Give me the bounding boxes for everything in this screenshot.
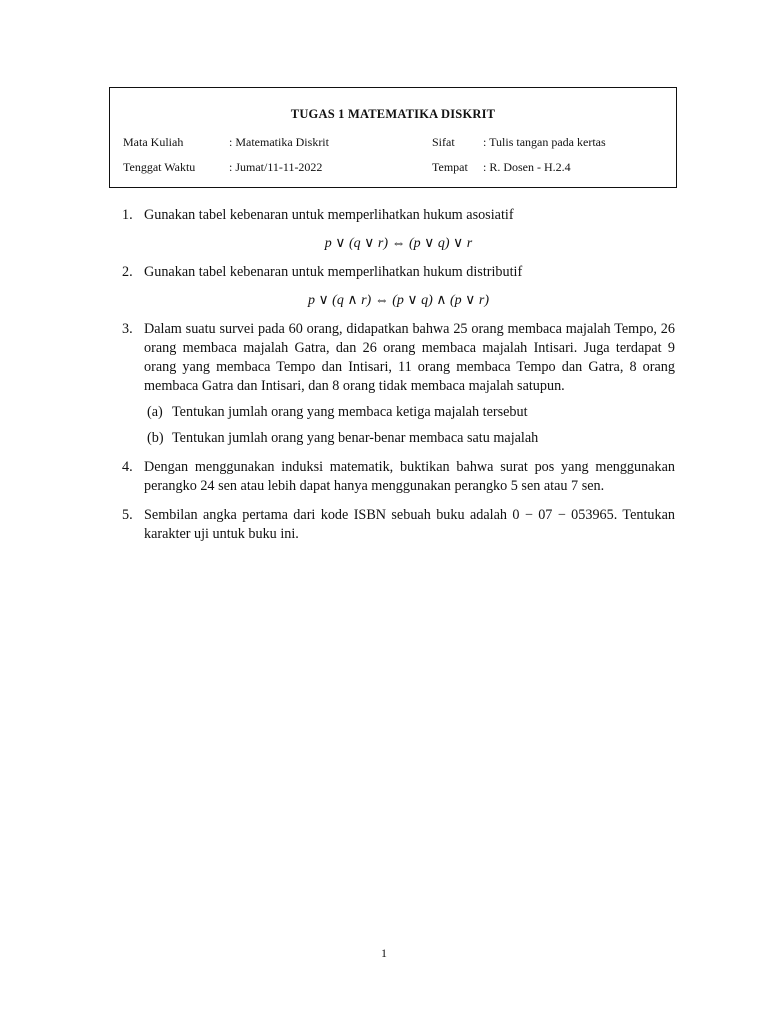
question-number: 4. <box>122 459 133 475</box>
subquestion-a <box>144 403 675 422</box>
deadline-label: Tenggat Waktu <box>123 160 196 174</box>
page-number: 1 <box>381 946 387 960</box>
place-label: Tempat <box>432 160 468 174</box>
document-title: TUGAS 1 MATEMATIKA DISKRIT <box>290 107 496 121</box>
question-text: Sembilan angka pertama dari kode ISBN sebuah buku adalah 0 − 07 − 053965. Tentukan karakter uji untuk buku ini. <box>144 507 675 542</box>
question-3 <box>122 320 675 448</box>
question-1 <box>122 206 675 253</box>
meta-row-course <box>110 135 676 151</box>
deadline-value: : Jumat/11-11-2022 <box>229 160 323 174</box>
subquestion-label: (a) <box>147 404 163 420</box>
formula-distributive: p ∨ (q ∧ r) ⇔ (p ∨ q) ∧ (p ∨ r) <box>307 293 490 308</box>
question-number: 3. <box>122 321 133 337</box>
question-text: Gunakan tabel kebenaran untuk memperlihatkan hukum asosiatif <box>144 207 514 223</box>
question-number: 5. <box>122 507 133 523</box>
nature-value: : Tulis tangan pada kertas <box>483 135 606 149</box>
question-4 <box>122 458 675 496</box>
question-list <box>122 206 675 554</box>
meta-row-deadline <box>110 160 676 176</box>
subquestion-text: Tentukan jumlah orang yang benar-benar membaca satu majalah <box>172 430 539 446</box>
question-number: 2. <box>122 264 133 280</box>
subquestion-label: (b) <box>147 430 164 446</box>
question-5 <box>122 506 675 544</box>
nature-label: Sifat <box>432 135 455 149</box>
subquestion-text: Tentukan jumlah orang yang membaca ketiga majalah tersebut <box>172 404 528 420</box>
assignment-header-box <box>109 87 677 188</box>
question-number: 1. <box>122 207 133 223</box>
question-text: Dalam suatu survei pada 60 orang, didapatkan bahwa 25 orang membaca majalah Tempo, 26 orang membaca majalah Gatra, dan 26 orang membaca majalah Intisari. Juga terdapat 9 orang yang membaca Tempo dan Intisari, 11 orang membaca Tempo dan Gatra, 8 orang membaca Gatra dan Intisari, dan 8 orang tidak membaca majalah satupun. <box>144 321 675 394</box>
formula-associative: p ∨ (q ∨ r) ⇔ (p ∨ q) ∨ r <box>324 236 473 251</box>
question-text: Dengan menggunakan induksi matematik, buktikan bahwa surat pos yang menggunakan perangko 24 sen atau lebih dapat hanya menggunakan perangko 5 sen atau 7 sen. <box>144 459 675 494</box>
course-value: : Matematika Diskrit <box>229 135 329 149</box>
course-label: Mata Kuliah <box>123 135 184 149</box>
subquestion-b <box>144 429 675 448</box>
question-text: Gunakan tabel kebenaran untuk memperlihatkan hukum distributif <box>144 264 523 280</box>
place-value: : R. Dosen - H.2.4 <box>483 160 571 174</box>
question-2 <box>122 263 675 310</box>
